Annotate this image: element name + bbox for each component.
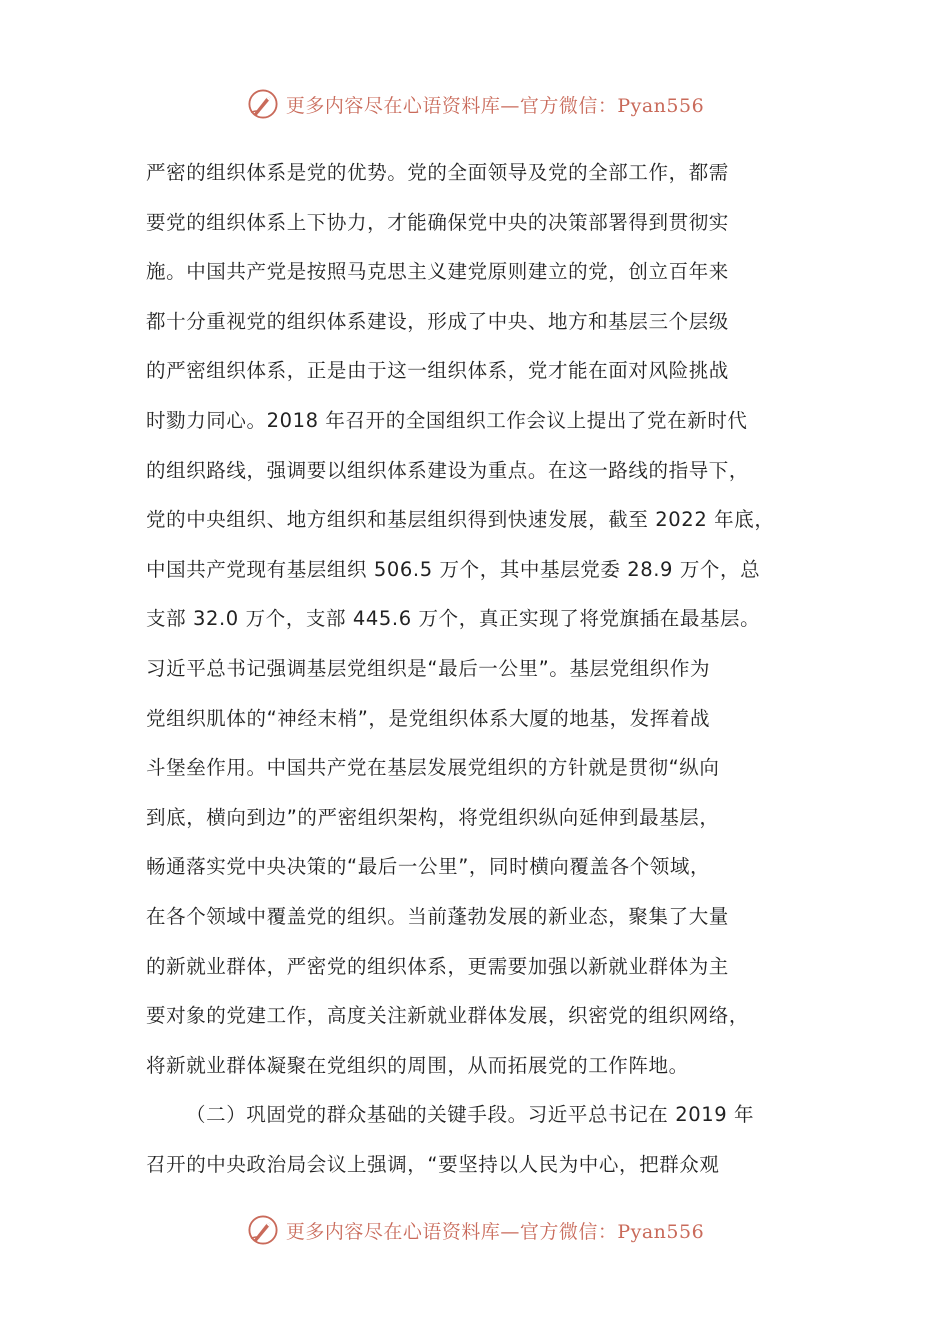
body-line-16: 在各个领域中覆盖党的组织。当前蓬勃发展的新业态，聚集了大量 [146,904,729,928]
body-line-15: 畅通落实党中央决策的“最后一公里”，同时横向覆盖各个领域， [146,855,711,879]
body-line-14: 到底，横向到边”的严密组织架构，将党组织纵向延伸到最基层， [146,805,720,829]
pen-nib-logo-icon [246,87,280,121]
body-line-17: 的新就业群体，严密党的组织体系，更需要加强以新就业群体为主 [146,954,729,978]
body-line-2: 要党的组织体系上下协力，才能确保党中央的决策部署得到贯彻实 [146,210,729,234]
body-line-1: 严密的组织体系是党的优势。党的全面领导及党的全部工作，都需 [146,161,729,184]
body-line-10: 支部 32.0 万个，支部 445.6 万个，真正实现了将党旗插在最基层。 [146,607,761,631]
footer-watermark [0,1210,950,1250]
body-line-8: 党的中央组织、地方组织和基层组织得到快速发展，截至 2022 年底， [146,508,775,532]
body-line-9: 中国共产党现有基层组织 506.5 万个，其中基层党委 28.9 万个，总 [146,557,761,581]
body-line-7: 的组织路线，强调要以组织体系建设为重点。在这一路线的指导下， [146,458,750,482]
header-watermark [0,84,950,124]
body-line-21: 召开的中央政治局会议上强调，“要坚持以人民为中心，把群众观 [146,1152,720,1176]
footer-watermark-content [246,1213,704,1247]
pen-nib-logo-icon [246,1213,280,1247]
body-line-6: 时勠力同心。2018 年召开的全国组织工作会议上提出了党在新时代 [146,408,748,432]
body-line-13: 斗堡垒作用。中国共产党在基层发展党组织的方针就是贯彻“纵向 [146,756,720,780]
body-line-5: 的严密组织体系，正是由于这一组织体系，党才能在面对风险挑战 [146,359,729,383]
header-watermark-text: 更多内容尽在心语资料库—官方微信：Pyan556 [285,94,705,117]
body-line-3: 施。中国共产党是按照马克思主义建党原则建立的党，创立百年来 [146,260,729,284]
body-line-12: 党组织肌体的“神经末梢”，是党组织体系大厦的地基，发挥着战 [146,706,711,730]
body-line-19: 将新就业群体凝聚在党组织的周围，从而拓展党的工作阵地。 [146,1053,689,1077]
header-watermark-content [246,87,704,121]
body-line-18: 要对象的党建工作，高度关注新就业群体发展，织密党的组织网络， [146,1004,750,1028]
body-line-4: 都十分重视党的组织体系建设，形成了中央、地方和基层三个层级 [146,309,729,333]
body-line-11: 习近平总书记强调基层党组织是“最后一公里”。基层党组织作为 [146,656,711,680]
document-body [146,148,810,1189]
section-heading-line: （二）巩固党的群众基础的关键手段。习近平总书记在 2019 年 [186,1103,755,1127]
footer-watermark-text: 更多内容尽在心语资料库—官方微信：Pyan556 [285,1220,705,1243]
